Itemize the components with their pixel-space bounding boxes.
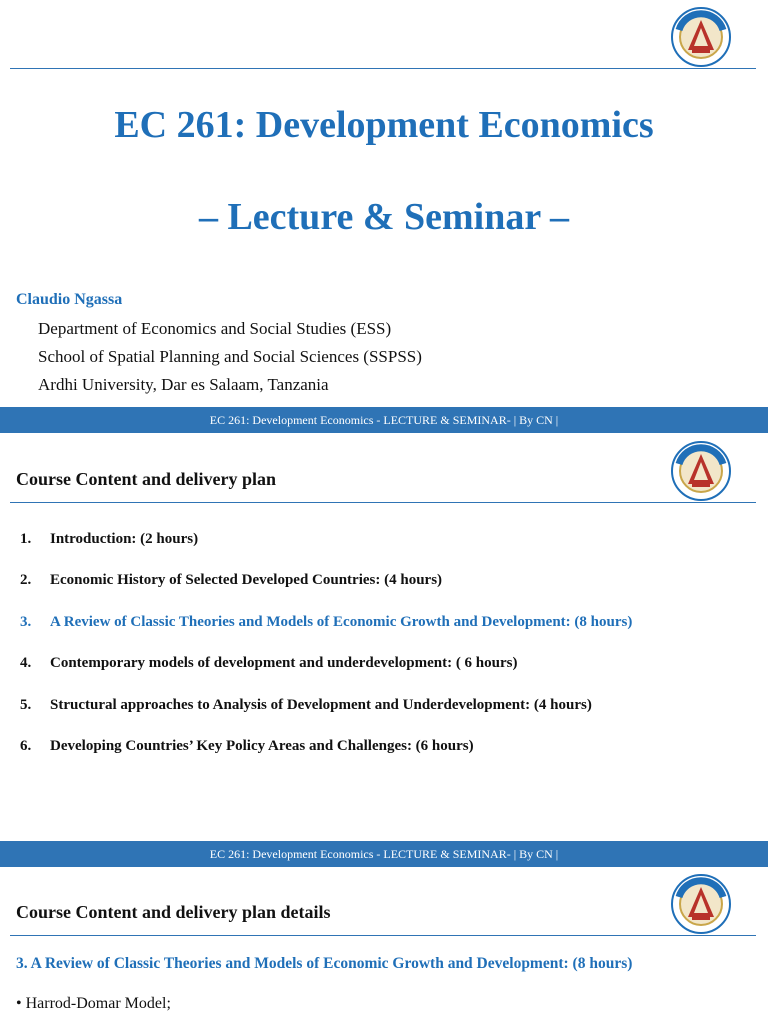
ardhi-university-logo <box>670 6 732 68</box>
list-item-number: 1. <box>20 531 32 547</box>
list-item-number: 2. <box>20 572 32 588</box>
slide-heading: Course Content and delivery plan details <box>16 902 331 922</box>
list-item <box>20 531 198 548</box>
list-item-text: Contemporary models of development and underdevelopment: ( 6 hours) <box>50 655 518 671</box>
list-item-text: Economic History of Selected Developed Countries: (4 hours) <box>50 572 443 588</box>
list-item <box>20 697 592 714</box>
affiliation-university: Ardhi University, Dar es Salaam, Tanzania <box>38 375 329 394</box>
affiliation-school: School of Spatial Planning and Social Sciences (SSPSS) <box>38 347 422 366</box>
list-item-text: Developing Countries’ Key Policy Areas and Challenges: (6 hours) <box>50 738 474 754</box>
list-item-number: 3. <box>20 614 32 630</box>
ardhi-university-logo <box>670 873 732 935</box>
header-divider <box>10 68 756 69</box>
course-title: EC 261: Development Economics <box>114 104 654 146</box>
list-item-highlighted <box>20 614 632 631</box>
course-subtitle: – Lecture & Seminar – <box>198 196 570 238</box>
list-item-number: 5. <box>20 697 32 713</box>
list-item-number: 4. <box>20 655 32 671</box>
list-item-text: A Review of Classic Theories and Models of Economic Growth and Development: (8 hours) <box>50 614 633 630</box>
list-item-text: Introduction: (2 hours) <box>50 531 199 547</box>
author-name: Claudio Ngassa <box>16 291 123 308</box>
list-item-text: Structural approaches to Analysis of Development and Underdevelopment: (4 hours) <box>50 697 592 713</box>
footer-band: EC 261: Development Economics - LECTURE & SEMINAR- | By CN | <box>0 841 768 867</box>
section-subheading: 3. A Review of Classic Theories and Models of Economic Growth and Development: (8 hours) <box>16 955 633 972</box>
list-item <box>20 738 474 755</box>
ardhi-university-logo <box>670 440 732 502</box>
list-item <box>20 655 517 672</box>
slide-heading: Course Content and delivery plan <box>16 469 277 489</box>
bullet-item: • Harrod-Domar Model; <box>16 995 171 1012</box>
header-divider <box>10 502 756 503</box>
header-divider <box>10 935 756 936</box>
list-item <box>20 572 442 589</box>
footer-band: EC 261: Development Economics - LECTURE & SEMINAR- | By CN | <box>0 407 768 433</box>
affiliation-department: Department of Economics and Social Studies (ESS) <box>38 319 392 338</box>
list-item-number: 6. <box>20 738 32 754</box>
